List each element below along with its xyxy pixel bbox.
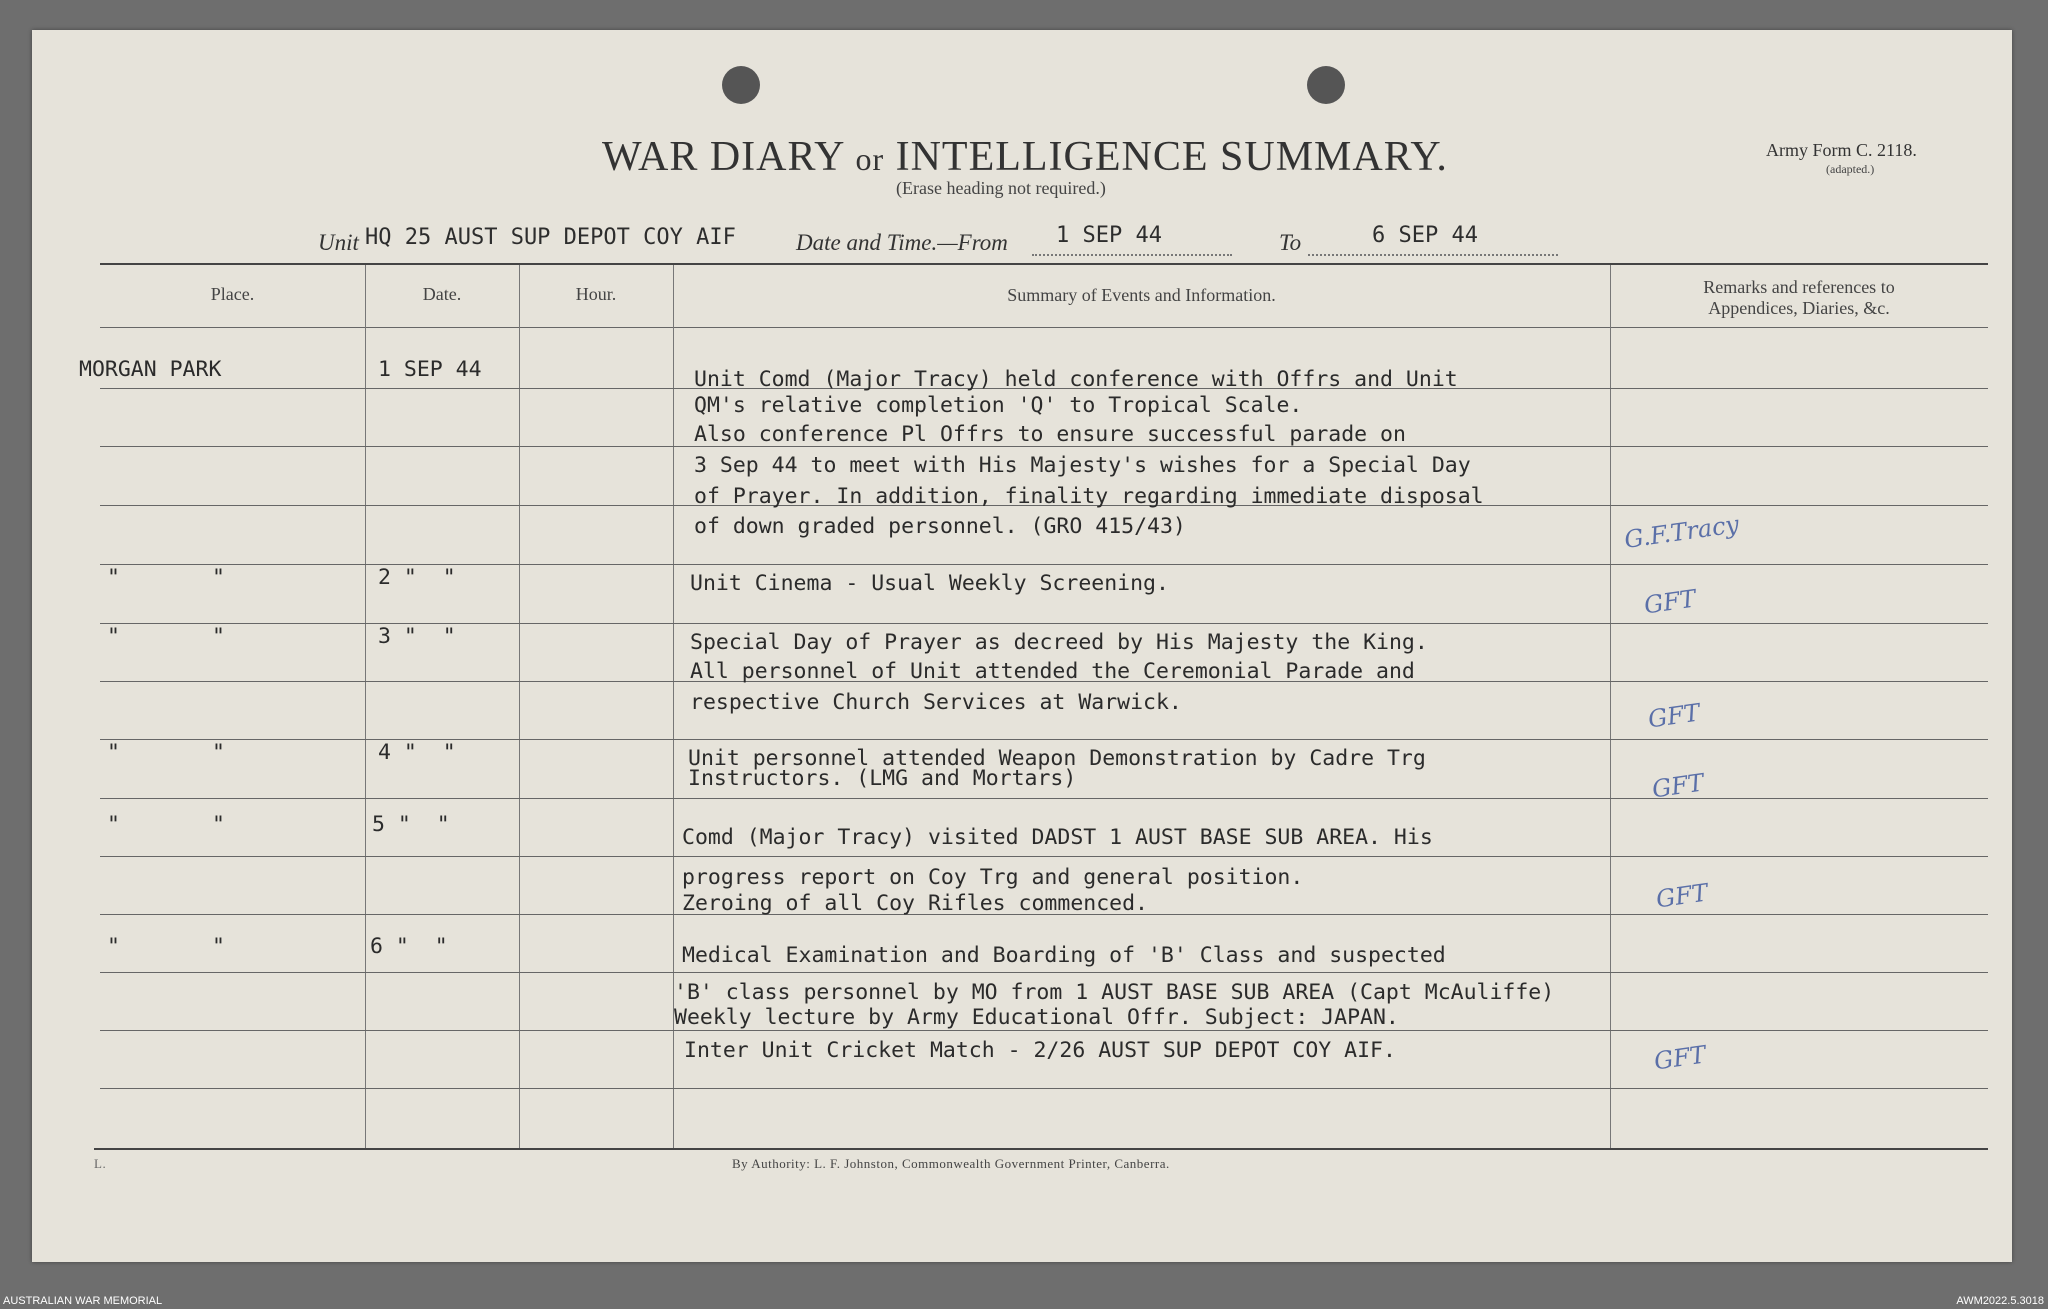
entry-line: Unit Cinema - Usual Weekly Screening. (690, 571, 1169, 596)
row-rule (100, 798, 1988, 799)
entry-line: Comd (Major Tracy) visited DADST 1 AUST BASE SUB AREA. His (682, 825, 1433, 850)
army-form-adapted: (adapted.) (1826, 162, 1875, 176)
entry-date: 6 " " (370, 934, 448, 959)
unit-value: HQ 25 AUST SUP DEPOT COY AIF (365, 225, 736, 250)
entry-date: 2 " " (378, 565, 456, 590)
ditto-mark: " (212, 934, 225, 959)
entry-date: 3 " " (378, 624, 456, 649)
page-title: WAR DIARY or INTELLIGENCE SUMMARY. (602, 134, 1448, 180)
ditto-mark: " (107, 624, 120, 649)
entry-line: respective Church Services at Warwick. (690, 690, 1182, 715)
col-divider-date (519, 265, 520, 1148)
datetime-label: Date and Time.—From (796, 230, 1008, 255)
signature-initials: GFT (1642, 584, 1698, 620)
entry-line: Unit Comd (Major Tracy) held conference with Offrs and Unit (694, 367, 1458, 392)
column-header-place: Place. (210, 284, 255, 304)
entry-line: 3 Sep 44 to meet with His Majesty's wishes for a Special Day (694, 453, 1471, 478)
to-value: 6 SEP 44 (1372, 223, 1478, 248)
entry-line: Medical Examination and Boarding of 'B' Class and suspected (682, 943, 1446, 968)
archive-caption-right: AWM2022.5.3018 (1956, 1295, 2044, 1307)
ditto-mark: " (107, 812, 120, 837)
ditto-mark: " (212, 740, 225, 765)
remarks-header-line-1: Remarks and references to (1703, 277, 1895, 297)
entry-line: of Prayer. In addition, finality regarding immediate disposal (694, 484, 1484, 509)
entry-line: Inter Unit Cricket Match - 2/26 AUST SUP DEPOT COY AIF. (684, 1038, 1396, 1063)
entry-line: Zeroing of all Coy Rifles commenced. (682, 891, 1148, 916)
diary-page (32, 30, 2012, 1262)
entry-date: 5 " " (372, 812, 450, 837)
signature-initials: GFT (1650, 768, 1706, 804)
col-divider-summary (1610, 265, 1611, 1148)
from-value: 1 SEP 44 (1056, 223, 1162, 248)
entry-line: Instructors. (LMG and Mortars) (688, 766, 1077, 791)
archive-caption-left: AUSTRALIAN WAR MEMORIAL (3, 1295, 163, 1307)
entry-line: All personnel of Unit attended the Ceremonial Parade and (690, 659, 1415, 684)
entry-line: Also conference Pl Offrs to ensure successful parade on (694, 422, 1406, 447)
table-top-rule (100, 263, 1988, 265)
page-subtitle: (Erase heading not required.) (896, 178, 1106, 198)
ditto-mark: " (212, 624, 225, 649)
ditto-mark: " (107, 934, 120, 959)
signature-initials: GFT (1654, 878, 1710, 914)
entry-line: Unit personnel attended Weapon Demonstration by Cadre Trg (688, 746, 1426, 771)
army-form-number: Army Form C. 2118. (1766, 140, 1917, 160)
punch-hole-left (722, 66, 760, 104)
entry-date: 4 " " (378, 740, 456, 765)
entry-line: QM's relative completion 'Q' to Tropical Scale. (694, 393, 1303, 418)
entry-place: MORGAN PARK (79, 357, 222, 382)
to-dotted-line (1308, 254, 1558, 256)
signature-initials: GFT (1646, 698, 1702, 734)
ditto-mark: " (107, 565, 120, 590)
column-header-date: Date. (422, 284, 462, 304)
header-rule (100, 327, 1988, 328)
table-bottom-rule (94, 1148, 1988, 1150)
entry-line: of down graded personnel. (GRO 415/43) (694, 514, 1186, 539)
ditto-mark: " (107, 740, 120, 765)
entry-line: progress report on Coy Trg and general position. (682, 865, 1304, 890)
ditto-mark: " (212, 565, 225, 590)
punch-hole-right (1307, 66, 1345, 104)
entry-date: 1 SEP 44 (378, 357, 482, 382)
to-label: To (1279, 230, 1302, 255)
col-divider-place (365, 265, 366, 1148)
row-rule (100, 856, 1988, 857)
unit-label: Unit (318, 230, 359, 255)
ditto-mark: " (212, 812, 225, 837)
entry-line: Weekly lecture by Army Educational Offr. Subject: JAPAN. (674, 1005, 1399, 1030)
row-rule (100, 972, 1988, 973)
margin-mark: L. (94, 1156, 107, 1171)
printer-imprint: By Authority: L. F. Johnston, Commonwealth Government Printer, Canberra. (732, 1156, 1170, 1171)
column-header-remarks (1610, 277, 1988, 319)
row-rule (100, 1088, 1988, 1089)
signature-initials: G.F.Tracy (1622, 510, 1741, 554)
from-dotted-line (1032, 254, 1232, 256)
column-header-hour: Hour. (575, 284, 617, 304)
entry-line: Special Day of Prayer as decreed by His Majesty the King. (690, 630, 1428, 655)
signature-initials: GFT (1652, 1040, 1708, 1076)
remarks-header-line-2: Appendices, Diaries, &c. (1708, 298, 1890, 318)
entry-line: 'B' class personnel by MO from 1 AUST BASE SUB AREA (Capt McAuliffe) (674, 980, 1555, 1005)
row-rule (100, 1030, 1988, 1031)
column-header-summary: Summary of Events and Information. (1007, 285, 1276, 305)
